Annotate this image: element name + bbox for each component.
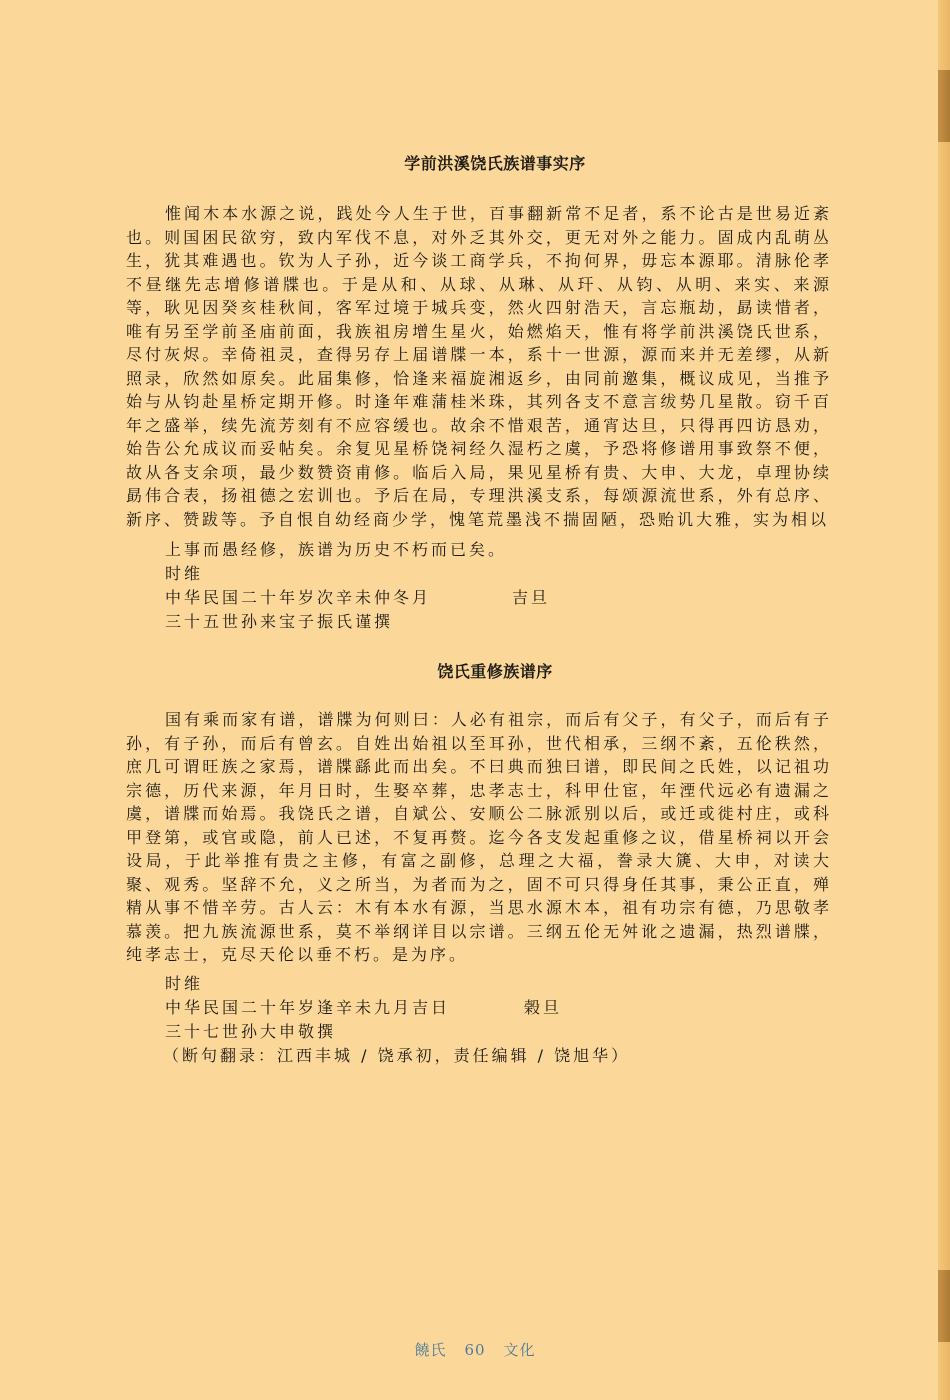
section-1-title: 学前洪溪饶氏族谱事实序 [404,154,586,173]
edge-tab-upper [938,70,950,142]
section-1-date: 中华民国二十年岁次辛未仲冬月 [165,588,432,607]
section-1-author: 三十五世孙来宝子振氏谨撰 [165,612,394,631]
footer-left-label: 饒氏 [414,1341,447,1359]
section-1-body: 惟闻木本水源之说，践处今人生于世，百事翻新常不足者，系不论古是世易近紊也。则国困民欲穷，致内军伐不息，对外乏其外交，更无对外之能力。固成内乱萌丛生，犹其难遇也。钦为人子孙，近今谈工商学兵，不拘何界，毋忘本源耶。清脉伦孝不昼继先志增修谱牒也。于是从和、从球、从琳、从玕、从钧、从明、来实、来源等，耿见因癸亥桂秋间，客军过境于城兵变，然火四射浩天，言忘瓶劫，勗读惜者，唯有另至学前圣庙前面，我族祖房增生星火，始燃焰天，惟有将学前洪溪饶氏世系，尽付灰烬。幸倚祖灵，查得另存上届谱牒一本，系十一世源，源而来并无差缪，从新照录，欣然如原矣。此届集修，恰逢来福旋湘返乡，由同前邀集，概议成见，当推予始与从钧赴星桥定期开修。时逢年难蒲桂米珠，其列各支不意言绂势几星散。窃千百年之盛举，续先流芳刻有不应容缓也。故余不惜艰苦，通宵达旦，只得再四访恳劝，始告公允成议而妥帖矣。余复见星桥饶祠经久湿朽之虞，予恐将修谱用事致祭不便，故从各支余项，最少数赞资甫修。临后入局，果见星桥有贵、大申、大龙，卓理协续勗伟合表，扬祖德之宏训也。予后在局，专理洪溪支系，每颂源流世系，外有总序、新序、赞跋等。予自恨自幼经商少学，愧笔荒墨浅不揣固陋，恐贻讥大雅，实为相以 [126,204,832,529]
page-footer [0,1339,950,1360]
section-2-author: 三十七世孙大申敬撰 [165,1022,337,1041]
page-edge-strip [938,0,950,1400]
footer-right-label: 文化 [503,1341,536,1359]
section-2-note: （断句翻录：江西丰城 / 饶承初，责任编辑 / 饶旭华） [163,1046,631,1065]
section-2-body: 国有乘而家有谱，谱牒为何则曰：人必有祖宗，而后有父子，有父子，而后有子孙，有子孙，而后有曾玄。自姓出始祖以至耳孙，世代相承，三纲不紊，五伦秩然，庶几可谓旺族之家焉，谱牒繇此而出矣。不曰典而独曰谱，即民间之氏姓，以记祖功宗德，历代来源，年月日时，生娶卒葬，忠孝志士，科甲仕宦，年湮代远必有遗漏之虞，谱牒而始焉。我饶氏之谱，自斌公、安顺公二脉派别以后，或迁或徙村庄，或科甲登第，或官或隐，前人已述，不复再赘。迄今各支发起重修之议，借星桥祠以开会设局，于此举推有贵之主修，有富之副修，总理之大福，誊录大篪、大申，对读大聚、观秀。坚辞不允，义之所当，为者而为之，固不可只得身任其事，秉公正直，殚精从事不惜辛劳。古人云：木有本水有源，当思水源木本，祖有功宗有德，乃思敬孝慕羡。把九族流源世系，莫不举纲详目以宗谱。三纲五伦无舛讹之遗漏，热烈谱牒，纯孝志士，克尽天伦以垂不朽。是为序。 [126,710,832,964]
section-1-closing-line: 上事而愚经修，族谱为历史不朽而已矣。 [165,540,508,559]
section-2-shiwei: 时维 [165,974,204,993]
page-number: 60 [464,1341,486,1359]
edge-tab-lower [938,1270,950,1342]
section-2-title: 饶氏重修族谱序 [437,662,553,681]
section-2-date-suffix: 榖旦 [524,998,563,1017]
section-2-date: 中华民国二十年岁逢辛未九月吉日 [165,998,451,1017]
section-1-shiwei: 时维 [165,564,204,583]
section-1-date-suffix: 吉旦 [512,588,551,607]
